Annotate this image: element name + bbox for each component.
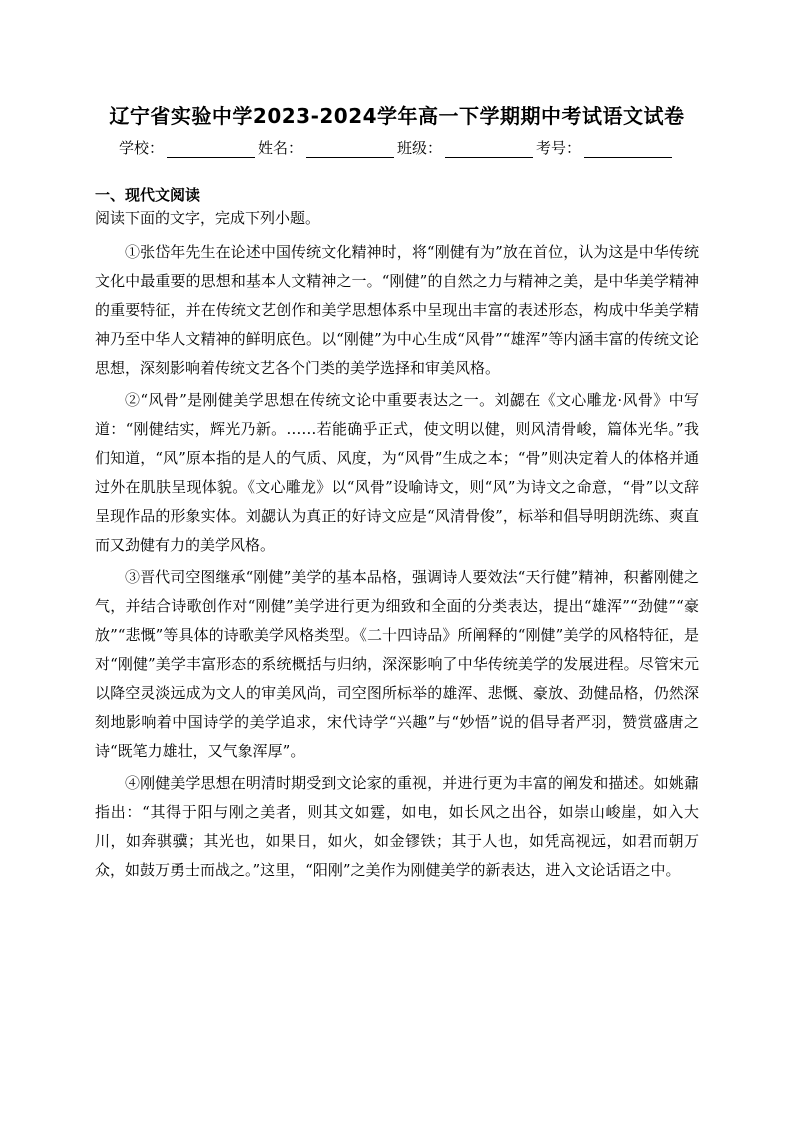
reading-instruction: 阅读下面的文字，完成下列小题。 [95, 209, 321, 227]
school-label: 学校： [118, 139, 164, 157]
name-label: 姓名： [257, 139, 303, 157]
name-blank [306, 143, 394, 158]
number-blank [584, 143, 672, 158]
exam-title: 辽宁省实验中学2023-2024学年高一下学期期中考试语文试卷 [109, 104, 685, 128]
paragraph-3: ③晋代司空图继承“刚健”美学的基本品格，强调诗人要效法“天行健”精神，积蓄刚健之气，并结合诗歌创作对“刚健”美学进行更为细致和全面的分类表达，提出“雄浑”“劲健”“豪放”“悲慨”等具体的诗歌美学风格类型。《二十四诗品》所阐释的“刚健”美学的风格特征，是对“刚健”美学丰富形态的系统概括与归纳，深深影响了中华传统美学的发展进程。尽管宋元以降空灵淡远成为文人的审美风尚，司空图所标举的雄浑、悲慨、豪放、劲健品格，仍然深刻地影响着中国诗学的美学追求，宋代诗学“兴趣”与“妙悟”说的倡导者严羽，赞赏盛唐之诗“既笔力雄壮，又气象浑厚”。 [95, 568, 699, 760]
school-blank [167, 143, 255, 158]
student-info-row [95, 137, 699, 158]
section-title: 一、现代文阅读 [95, 186, 201, 204]
paragraph-2: ②“风骨”是刚健美学思想在传统文论中重要表达之一。刘勰在《文心雕龙·风骨》中写道：“刚健结实，辉光乃新。……若能确乎正式，使文明以健，则风清骨峻，篇体光华。”我们知道，“风”原本指的是人的气质、风度，为“风骨”生成之本；“骨”则决定着人的体格并通过外在肌肤呈现体貌。《文心雕龙》以“风骨”设喻诗文，则“风”为诗文之命意，“骨”以文辞呈现作品的形象实体。刘勰认为真正的好诗文应是“风清骨俊”，标举和倡导明朗洗练、爽直而又劲健有力的美学风格。 [95, 391, 699, 554]
class-label: 班级： [397, 139, 443, 157]
number-label: 考号： [536, 139, 582, 157]
paragraph-1: ①张岱年先生在论述中国传统文化精神时，将“刚健有为”放在首位，认为这是中华传统文化中最重要的思想和基本人文精神之一。“刚健”的自然之力与精神之美，是中华美学精神的重要特征，并在传统文艺创作和美学思想体系中呈现出丰富的表述形态，构成中华美学精神乃至中华人文精神的鲜明底色。以“刚健”为中心生成“风骨”“雄浑”等内涵丰富的传统文论思想，深刻影响着传统文艺各个门类的美学选择和审美风格。 [95, 243, 699, 377]
class-blank [445, 143, 533, 158]
paragraph-4: ④刚健美学思想在明清时期受到文论家的重视，并进行更为丰富的阐发和描述。如姚鼐指出：“其得于阳与刚之美者，则其文如霆，如电，如长风之出谷，如崇山峻崖，如入大川，如奔骐骥；其光也，如果日，如火，如金镠铁；其于人也，如凭高视远，如君而朝万众，如鼓万勇士而战之。”这里，“阳刚”之美作为刚健美学的新表达，进入文论话语之中。 [95, 774, 699, 879]
